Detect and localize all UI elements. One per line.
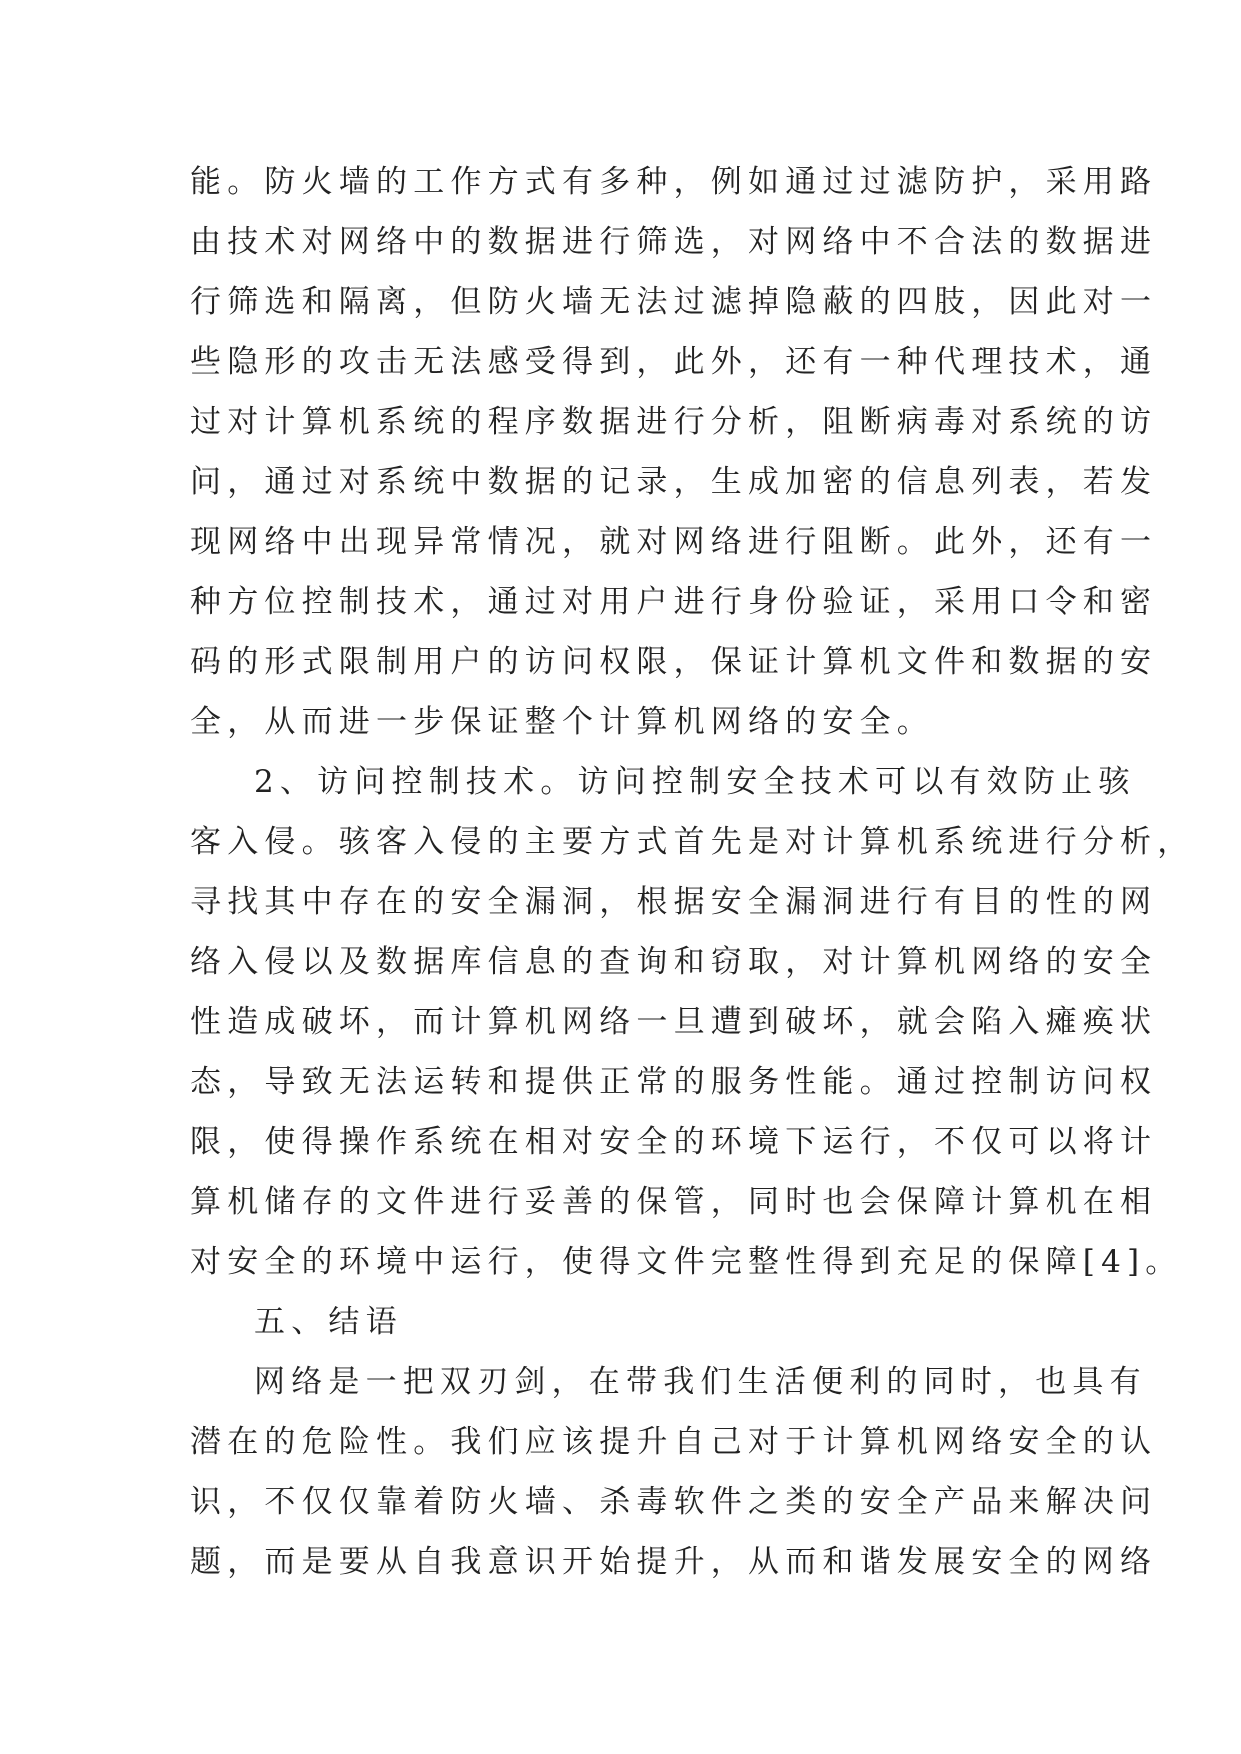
paragraph-first-line: 2、访问控制技术。访问控制安全技术可以有效防止骇	[254, 764, 1136, 800]
text-line: 识，不仅仅靠着防火墙、杀毒软件之类的安全产品来解决问	[190, 1484, 1158, 1520]
text-line: 全，从而进一步保证整个计算机网络的安全。	[190, 704, 934, 740]
text-line: 性造成破坏，而计算机网络一旦遭到破坏，就会陷入瘫痪状	[190, 1004, 1158, 1040]
paragraph-first-line: 网络是一把双刃剑，在带我们生活便利的同时，也具有	[254, 1364, 1147, 1400]
text-line: 问，通过对系统中数据的记录，生成加密的信息列表，若发	[190, 464, 1158, 500]
text-line: 客入侵。骇客入侵的主要方式首先是对计算机系统进行分析，	[190, 824, 1195, 860]
text-line: 能。防火墙的工作方式有多种，例如通过过滤防护，采用路	[190, 164, 1158, 200]
text-line: 过对计算机系统的程序数据进行分析，阻断病毒对系统的访	[190, 404, 1158, 440]
text-line: 现网络中出现异常情况，就对网络进行阻断。此外，还有一	[190, 524, 1158, 560]
text-line: 题，而是要从自我意识开始提升，从而和谐发展安全的网络	[190, 1544, 1158, 1580]
text-line: 限，使得操作系统在相对安全的环境下运行，不仅可以将计	[190, 1124, 1158, 1160]
paragraph-first-line: 五、结语	[254, 1304, 403, 1340]
text-line: 算机储存的文件进行妥善的保管，同时也会保障计算机在相	[190, 1184, 1158, 1220]
text-line: 对安全的环境中运行，使得文件完整性得到充足的保障[4]。	[190, 1244, 1183, 1280]
text-line: 态，导致无法运转和提供正常的服务性能。通过控制访问权	[190, 1064, 1158, 1100]
text-line: 码的形式限制用户的访问权限，保证计算机文件和数据的安	[190, 644, 1158, 680]
body-text	[190, 152, 1195, 1592]
text-line: 络入侵以及数据库信息的查询和窃取，对计算机网络的安全	[190, 944, 1158, 980]
text-line: 由技术对网络中的数据进行筛选，对网络中不合法的数据进	[190, 224, 1158, 260]
text-line: 潜在的危险性。我们应该提升自己对于计算机网络安全的认	[190, 1424, 1158, 1460]
text-line: 种方位控制技术，通过对用户进行身份验证，采用口令和密	[190, 584, 1158, 620]
text-line: 寻找其中存在的安全漏洞，根据安全漏洞进行有目的性的网	[190, 884, 1158, 920]
text-line: 行筛选和隔离，但防火墙无法过滤掉隐蔽的四肢，因此对一	[190, 284, 1158, 320]
text-line: 些隐形的攻击无法感受得到，此外，还有一种代理技术，通	[190, 344, 1158, 380]
